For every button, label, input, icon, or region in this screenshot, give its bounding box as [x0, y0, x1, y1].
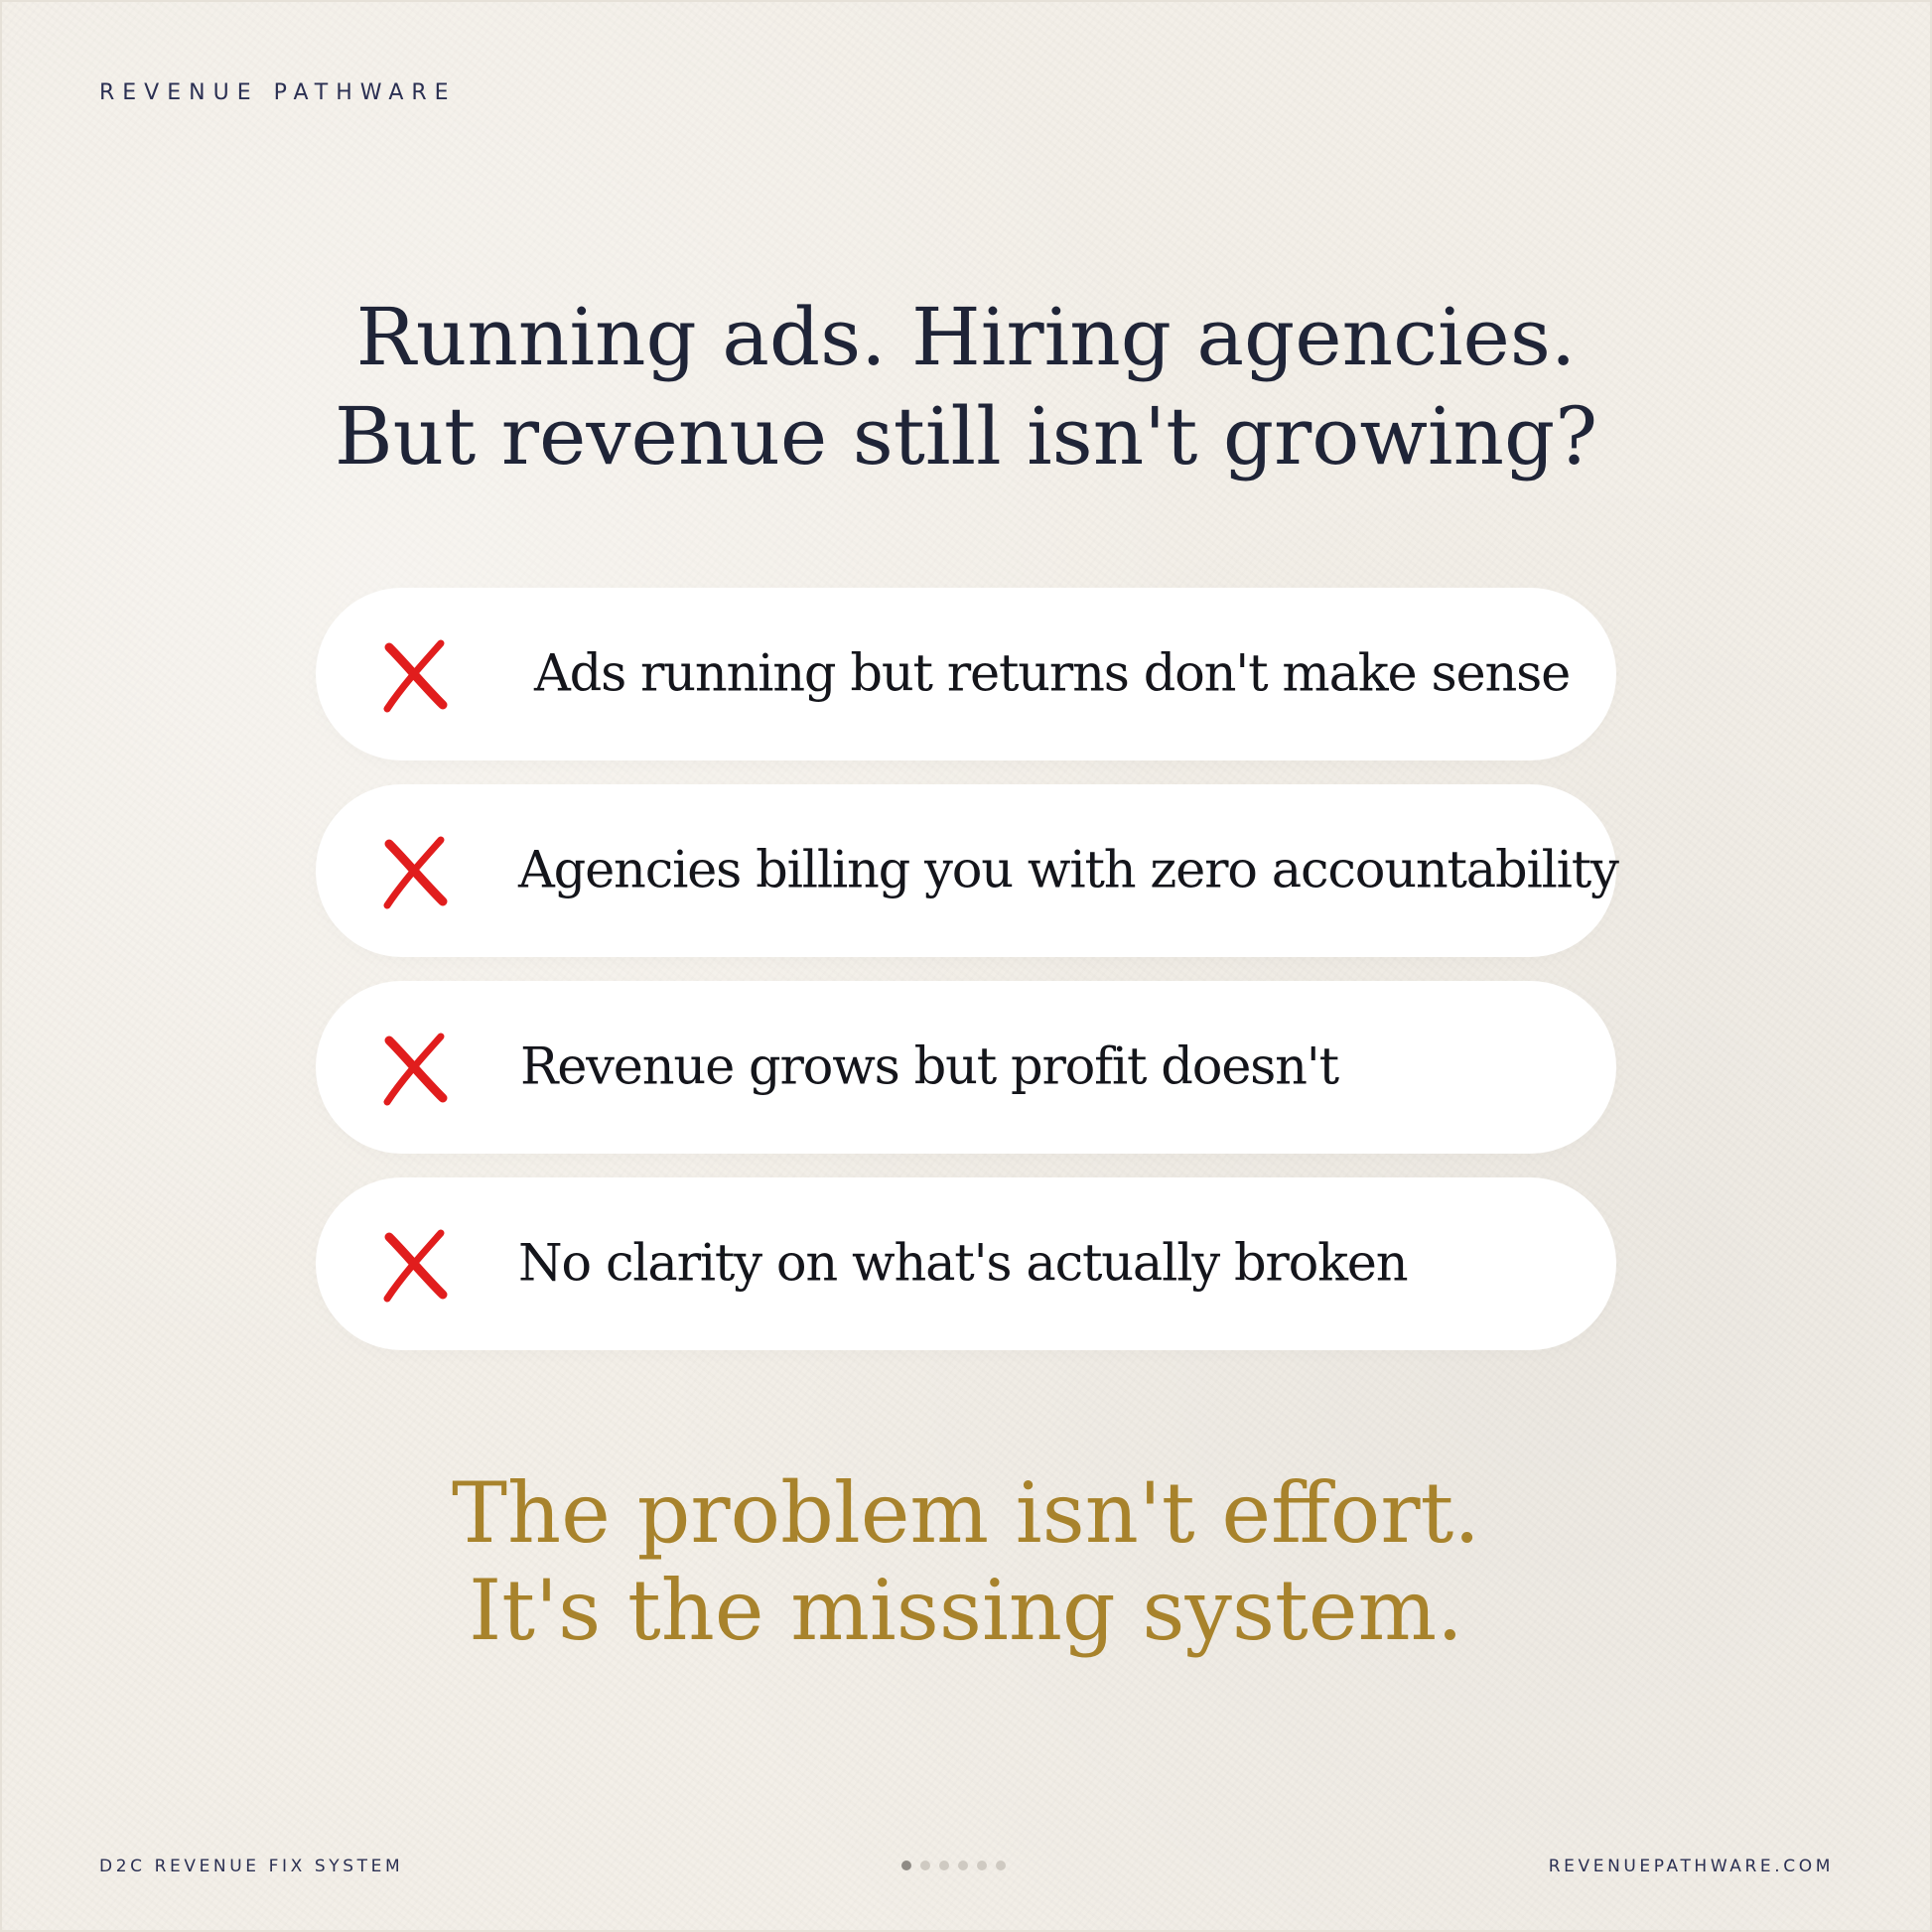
- red-x-icon: [375, 830, 457, 911]
- closing-statement: [2, 1464, 1930, 1659]
- brand-wordmark: REVENUE PATHWARE: [99, 80, 457, 105]
- pagination-dot[interactable]: [920, 1861, 930, 1870]
- pain-point-item: [316, 784, 1616, 957]
- headline: [2, 288, 1930, 486]
- red-x-icon: [375, 1027, 457, 1108]
- pagination-dot[interactable]: [977, 1861, 987, 1870]
- pagination-dot[interactable]: [939, 1861, 949, 1870]
- headline-line-1: Running ads. Hiring agencies.: [355, 291, 1577, 383]
- closing-line-2: It's the missing system.: [469, 1562, 1463, 1659]
- red-x-icon: [375, 633, 457, 715]
- pagination-dot[interactable]: [901, 1861, 911, 1870]
- red-x-icon: [375, 1223, 457, 1305]
- pain-point-item: [316, 1177, 1616, 1350]
- footer-series-label: D2C REVENUE FIX SYSTEM: [99, 1857, 404, 1876]
- headline-line-2: But revenue still isn't growing?: [334, 390, 1598, 483]
- pain-point-label: Ads running but returns don't make sense: [534, 644, 1571, 704]
- pain-point-label: Revenue grows but profit doesn't: [520, 1037, 1338, 1097]
- footer-website[interactable]: REVENUEPATHWARE.COM: [1548, 1857, 1834, 1876]
- pain-point-label: No clarity on what's actually broken: [518, 1234, 1408, 1294]
- pain-point-item: [316, 981, 1616, 1154]
- pain-point-item: [316, 588, 1616, 760]
- pagination-dot[interactable]: [958, 1861, 968, 1870]
- pagination-dot[interactable]: [996, 1861, 1006, 1870]
- pagination-dots: [901, 1861, 1006, 1870]
- pain-point-label: Agencies billing you with zero accountability: [518, 841, 1618, 900]
- closing-line-1: The problem isn't effort.: [452, 1464, 1480, 1562]
